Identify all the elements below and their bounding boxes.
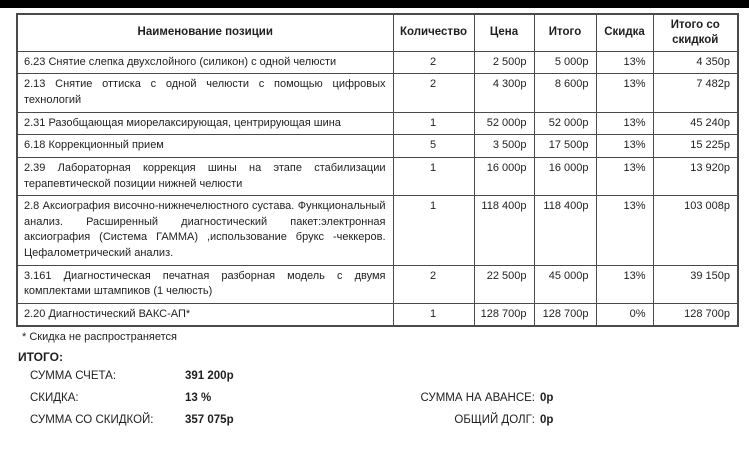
table-header-row <box>17 14 738 51</box>
cell-qty: 5 <box>393 135 474 158</box>
cell-total: 52 000р <box>534 112 596 135</box>
cell-total: 128 700р <box>534 303 596 326</box>
column-header-discount: Скидка <box>596 14 653 51</box>
discount-footnote: * Скидка не распространяется <box>22 331 177 344</box>
column-header-quantity: Количество <box>393 14 474 51</box>
cell-final: 103 008р <box>653 196 738 265</box>
cell-total: 5 000р <box>534 51 596 74</box>
cell-final: 7 482р <box>653 74 738 112</box>
cell-discount: 13% <box>596 157 653 195</box>
totals-left-block <box>30 370 730 436</box>
total-debt-row <box>418 414 553 436</box>
column-header-price: Цена <box>474 14 534 51</box>
table-row <box>17 112 738 135</box>
cell-price: 16 000р <box>474 157 534 195</box>
discounted-sum-value: 357 075р <box>185 414 234 426</box>
cell-final: 15 225р <box>653 135 738 158</box>
cell-name: 2.39 Лабораторная коррекция шины на этапе стабилизации терапевтической позиции нижней челюсти <box>17 157 393 195</box>
column-header-total-discounted: Итого со скидкой <box>653 14 738 51</box>
window-top-bar <box>0 0 749 8</box>
cell-total: 45 000р <box>534 265 596 303</box>
table-row <box>17 303 738 326</box>
cell-name: 2.13 Снятие оттиска с одной челюсти с помощью цифровых технологий <box>17 74 393 112</box>
cell-price: 2 500р <box>474 51 534 74</box>
discount-row <box>30 392 730 414</box>
column-header-total: Итого <box>534 14 596 51</box>
discount-label: СКИДКА: <box>30 392 79 404</box>
cell-name: 2.20 Диагностический ВАКС-АП* <box>17 303 393 326</box>
discounted-sum-label: СУММА СО СКИДКОЙ: <box>30 414 154 426</box>
cell-name: 2.8 Аксиография височно-нижнечелюстного сустава. Функциональный анализ. Расширенный диагностический пакет:электронная аксиография (Система ГАММА) ,использование брукс -чеккеров. Цефалометрический анализ. <box>17 196 393 265</box>
cell-discount: 13% <box>596 265 653 303</box>
cell-final: 128 700р <box>653 303 738 326</box>
table-row <box>17 157 738 195</box>
cell-discount: 13% <box>596 135 653 158</box>
cell-discount: 13% <box>596 51 653 74</box>
cell-qty: 1 <box>393 196 474 265</box>
totals-right-block <box>418 392 553 436</box>
cell-price: 3 500р <box>474 135 534 158</box>
cell-discount: 13% <box>596 112 653 135</box>
advance-sum-value: 0р <box>540 392 554 404</box>
cell-name: 6.23 Снятие слепка двухслойного (силикон) с одной челюсти <box>17 51 393 74</box>
cell-discount: 13% <box>596 74 653 112</box>
cell-final: 45 240р <box>653 112 738 135</box>
invoice-sum-value: 391 200р <box>185 370 234 382</box>
cell-price: 4 300р <box>474 74 534 112</box>
column-header-name: Наименование позиции <box>17 14 393 51</box>
cell-qty: 2 <box>393 265 474 303</box>
cell-total: 8 600р <box>534 74 596 112</box>
table-row <box>17 196 738 265</box>
cell-price: 52 000р <box>474 112 534 135</box>
cell-qty: 2 <box>393 51 474 74</box>
cell-final: 39 150р <box>653 265 738 303</box>
discounted-sum-row <box>30 414 730 436</box>
cell-name: 6.18 Коррекционный прием <box>17 135 393 158</box>
cell-total: 118 400р <box>534 196 596 265</box>
invoice-sum-label: СУММА СЧЕТА: <box>30 370 117 382</box>
cell-name: 3.161 Диагностическая печатная разборная модель с двумя комплектами штампиков (1 челюсть) <box>17 265 393 303</box>
discount-value: 13 % <box>185 392 212 404</box>
total-debt-value: 0р <box>540 414 554 426</box>
cell-final: 4 350р <box>653 51 738 74</box>
table-row <box>17 74 738 112</box>
table-row <box>17 265 738 303</box>
cell-price: 22 500р <box>474 265 534 303</box>
total-debt-label: ОБЩИЙ ДОЛГ: <box>454 414 535 426</box>
invoice-report <box>16 13 737 343</box>
totals-section <box>18 350 730 436</box>
cell-total: 16 000р <box>534 157 596 195</box>
services-table <box>16 13 739 327</box>
cell-discount: 0% <box>596 303 653 326</box>
cell-final: 13 920р <box>653 157 738 195</box>
table-row <box>17 51 738 74</box>
table-body <box>17 51 738 326</box>
cell-qty: 1 <box>393 157 474 195</box>
cell-qty: 1 <box>393 112 474 135</box>
cell-total: 17 500р <box>534 135 596 158</box>
cell-qty: 1 <box>393 303 474 326</box>
invoice-sum-row <box>30 370 730 392</box>
table-row <box>17 135 738 158</box>
cell-name: 2.31 Разобщающая миорелаксирующая, центрирующая шина <box>17 112 393 135</box>
cell-price: 128 700р <box>474 303 534 326</box>
cell-price: 118 400р <box>474 196 534 265</box>
totals-title: ИТОГО: <box>18 350 63 364</box>
cell-discount: 13% <box>596 196 653 265</box>
cell-qty: 2 <box>393 74 474 112</box>
advance-sum-row <box>418 392 553 414</box>
advance-sum-label: СУММА НА АВАНСЕ: <box>420 392 535 404</box>
